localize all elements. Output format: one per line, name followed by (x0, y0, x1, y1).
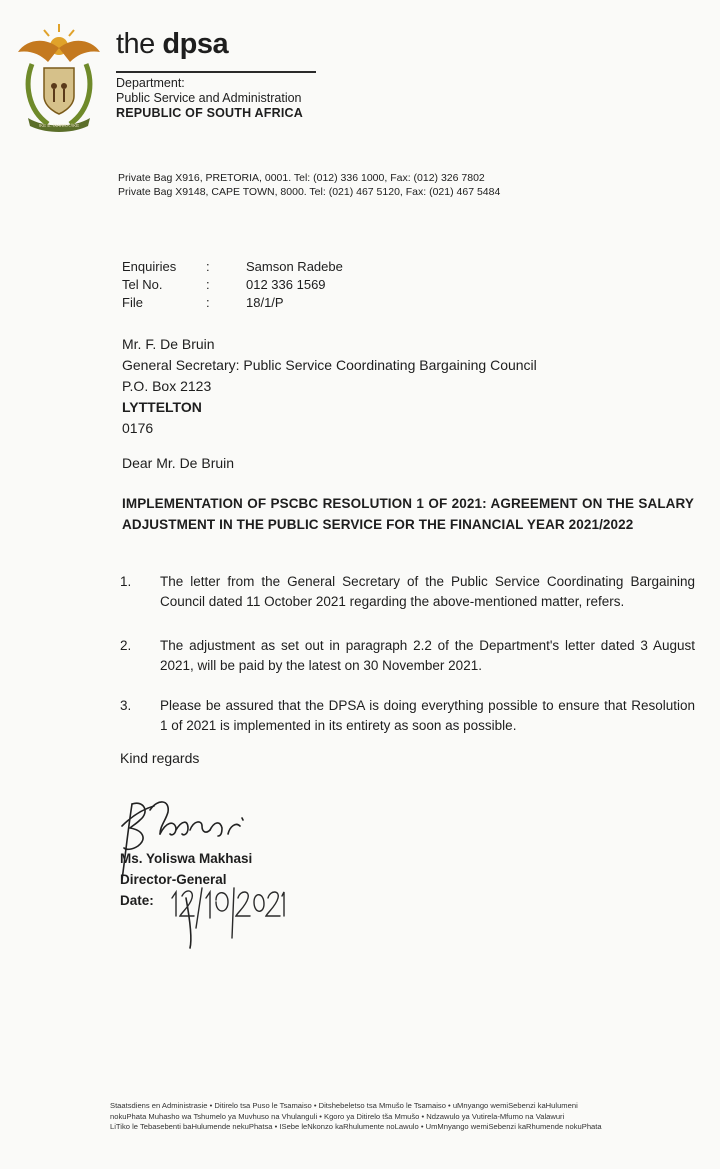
postal-address (118, 171, 500, 199)
recipient-address (122, 334, 537, 439)
footer-line-3: LiTiko le Tebasebenti baHulumende nekuPhatsa • ISebe leNkonzo kaRhulumente noLawulo • UmMnyango wemiSebenzi kaRhumende nokuPhata (110, 1122, 602, 1131)
signer-title: Director-General (120, 872, 227, 887)
paragraph (120, 636, 695, 676)
reference-value: 012 336 1569 (246, 277, 326, 292)
reference-label: Enquiries (122, 259, 177, 274)
recipient-city: LYTTELTON (122, 399, 202, 415)
handwritten-date (168, 880, 288, 940)
reference-row (122, 276, 343, 294)
footer-line-2: nokuPhata Muhasho wa Tshumelo ya Muvhuso na Vhulanguli • Kgoro ya Ditirelo tša Mmušo • Ndzawulo ya Vutirela-Mfumo na Valawuri (110, 1111, 565, 1121)
paragraph-number: 3. (120, 698, 132, 713)
footer-multilingual (110, 1101, 710, 1133)
recipient-title: General Secretary: Public Service Coordinating Bargaining Council (122, 357, 537, 373)
recipient-name: Mr. F. De Bruin (122, 336, 215, 352)
paragraph-text: Please be assured that the DPSA is doing everything possible to ensure that Resolution 1 of 2021 is implemented in its entirety as soon as possible. (160, 698, 695, 733)
reference-sep: : (206, 295, 210, 310)
coat-of-arms-emblem (14, 18, 104, 133)
reference-row (122, 294, 343, 312)
dept-line-2: Public Service and Administration (116, 91, 302, 105)
salutation: Dear Mr. De Bruin (122, 455, 235, 471)
reference-value: 18/1/P (246, 295, 284, 310)
paragraph (120, 572, 695, 612)
brand-divider (116, 71, 316, 73)
coat-motto-text: !KE E: /XARRA //KE (38, 123, 80, 128)
paragraph-text: The adjustment as set out in paragraph 2.2 of the Department's letter dated 3 August 2021, will be paid by the latest on 30 November 2021. (160, 638, 695, 673)
date-label: Date: (120, 893, 154, 908)
paragraph (120, 696, 695, 736)
recipient-code: 0176 (122, 420, 154, 436)
paragraph-text: The letter from the General Secretary of the Public Service Coordinating Bargaining Council dated 11 October 2021 regarding the above-mentioned matter, refers. (160, 574, 695, 609)
dept-line-1: Department: (116, 76, 185, 90)
paragraph-number: 2. (120, 638, 132, 653)
brand-the: the (116, 28, 155, 60)
footer-line-1: Staatsdiens en Administrasie • Ditirelo tsa Puso le Tsamaiso • Ditshebeletso tsa Mmušo le Tsamaiso • uMnyango wemiSebenzi kaHulumeni (110, 1101, 578, 1110)
dept-line-3: REPUBLIC OF SOUTH AFRICA (116, 106, 303, 120)
reference-block (122, 258, 343, 312)
reference-label: File (122, 295, 143, 310)
reference-row (122, 258, 343, 276)
subject-heading: IMPLEMENTATION OF PSCBC RESOLUTION 1 OF 2021: AGREEMENT ON THE SALARY ADJUSTMENT IN THE PUBLIC SERVICE FOR THE FINANCIAL YEAR 2021/2022 (122, 496, 694, 532)
recipient-box: P.O. Box 2123 (122, 378, 212, 394)
reference-value: Samson Radebe (246, 259, 343, 274)
paragraph-number: 1. (120, 574, 132, 589)
address-line-1: Private Bag X916, PRETORIA, 0001. Tel: (012) 336 1000, Fax: (012) 326 7802 (118, 172, 485, 184)
reference-sep: : (206, 259, 210, 274)
closing: Kind regards (120, 750, 200, 766)
reference-label: Tel No. (122, 277, 163, 292)
reference-sep: : (206, 277, 210, 292)
address-line-2: Private Bag X9148, CAPE TOWN, 8000. Tel: (021) 467 5120, Fax: (021) 467 5484 (118, 186, 501, 198)
department-block (116, 76, 303, 121)
brand-dpsa: dpsa (162, 28, 229, 60)
brand-logo (116, 30, 228, 59)
signer-name: Ms. Yoliswa Makhasi (120, 851, 253, 866)
